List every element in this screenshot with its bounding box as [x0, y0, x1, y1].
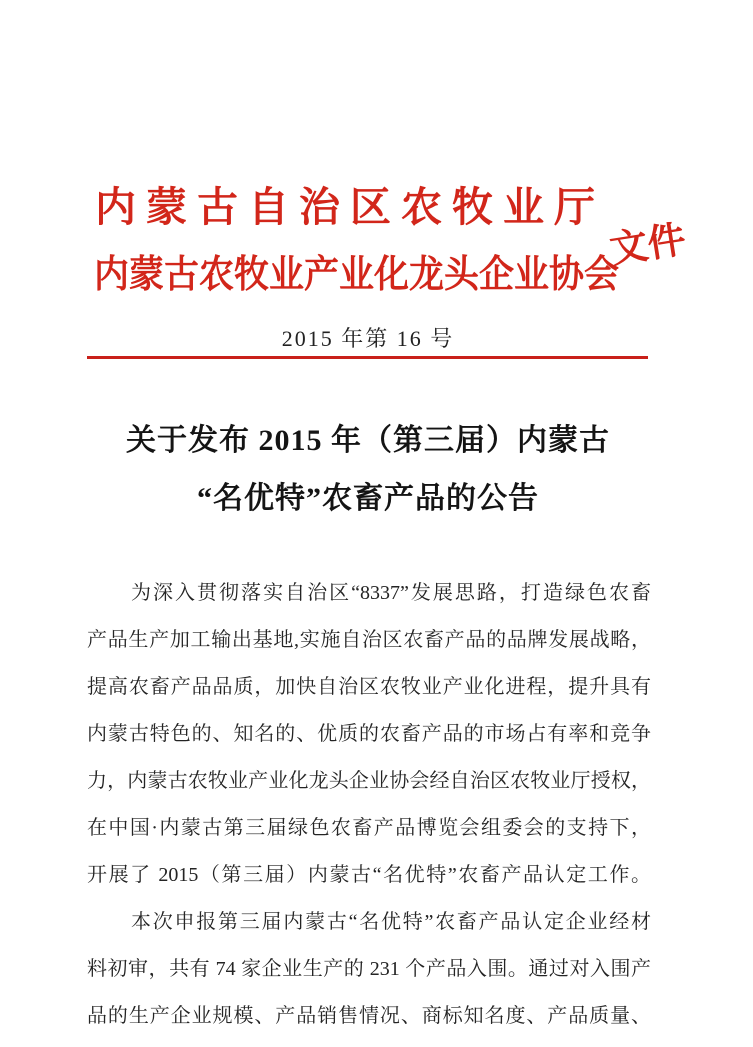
body-line: 内蒙古特色的、知名的、优质的农畜产品的市场占有率和竞争	[87, 723, 651, 745]
body-line: 提高农畜产品品质，加快自治区农牧业产业化进程，提升具有	[87, 676, 651, 698]
doc-title-line1: 关于发布 2015 年（第三届）内蒙古	[126, 424, 610, 457]
letterhead-red-rule	[87, 356, 648, 359]
body-line: 品的生产企业规模、产品销售情况、商标知名度、产品质量、	[87, 1005, 651, 1027]
doc-number: 2015 年第 16 号	[281, 326, 455, 351]
doc-title	[80, 412, 656, 528]
doc-title-line2: “名优特”农畜产品的公告	[197, 482, 539, 515]
body-line: 料初审，共有 74 家企业生产的 231 个产品入围。通过对入围产	[87, 958, 651, 980]
letterhead-issuer-primary: 内蒙古自治区农牧业厅	[95, 184, 605, 230]
body-line: 产品生产加工输出基地,实施自治区农畜产品的品牌发展战略，	[87, 629, 651, 651]
body-line: 为深入贯彻落实自治区“8337”发展思路，打造绿色农畜	[131, 582, 651, 604]
body-line: 本次申报第三届内蒙古“名优特”农畜产品认定企业经材	[131, 911, 651, 933]
letterhead-issuer-secondary: 内蒙古农牧业产业化龙头企业协会	[94, 253, 620, 296]
body-line: 力，内蒙古农牧业产业化龙头企业协会经自治区农牧业厅授权，	[87, 770, 651, 792]
doc-body	[87, 570, 651, 1040]
body-line: 在中国·内蒙古第三届绿色农畜产品博览会组委会的支持下，	[87, 817, 651, 839]
body-line: 开展了 2015（第三届）内蒙古“名优特”农畜产品认定工作。	[87, 864, 651, 886]
letterhead-doc-type-suffix: 文件	[607, 218, 689, 273]
